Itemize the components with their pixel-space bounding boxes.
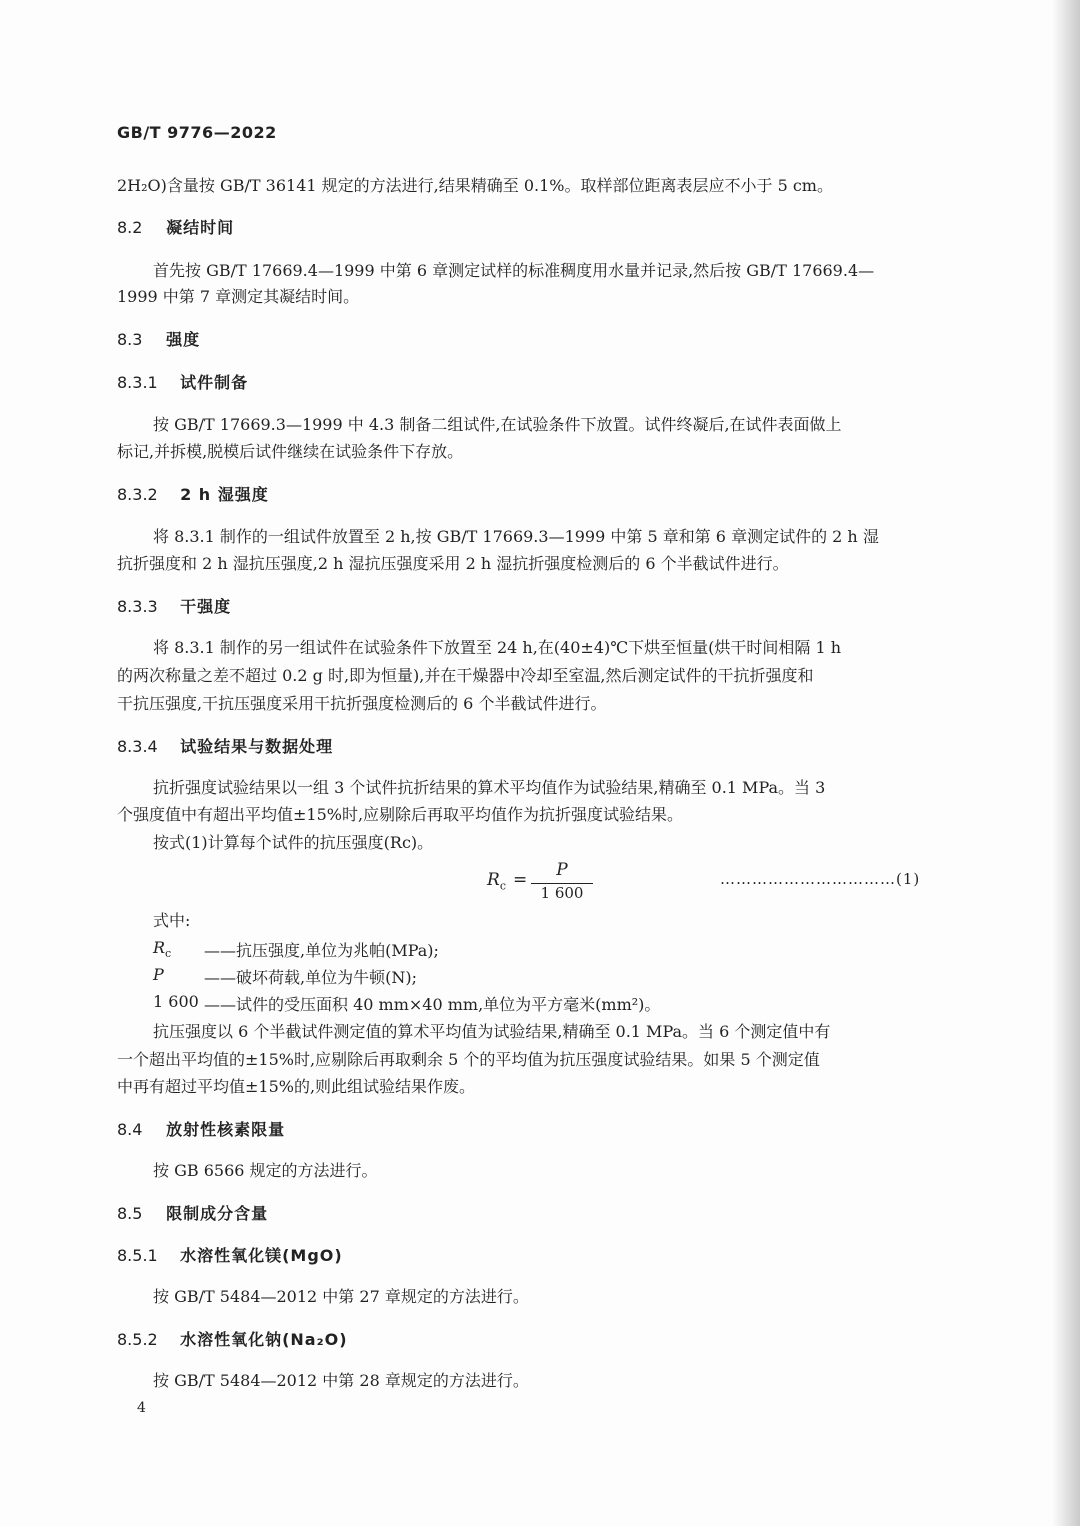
paragraph-line: 2H₂O)含量按 GB/T 36141 规定的方法进行,结果精确至 0.1%。取样部位距离表层应不小于 5 cm。 — [117, 176, 833, 195]
section-title: 试件制备 — [180, 373, 249, 392]
section-number: 8.3.3 — [117, 597, 158, 616]
formula-lhs-subscript: c — [499, 879, 506, 893]
section-heading-8-5-2 — [117, 1327, 348, 1350]
definition-text: ——破坏荷载,单位为牛顿(N); — [204, 968, 417, 987]
section-title: 2 h 湿强度 — [180, 485, 269, 504]
definition-symbol: 1 600 — [153, 992, 199, 1011]
paragraph-line: 按 GB/T 5484—2012 中第 27 章规定的方法进行。 — [153, 1287, 529, 1306]
paragraph-line: 按 GB 6566 规定的方法进行。 — [153, 1161, 378, 1180]
formula-1 — [487, 860, 607, 910]
paragraph-line: 抗折强度试验结果以一组 3 个试件抗折结果的算术平均值作为试验结果,精确至 0.1 MPa。当 3 — [153, 778, 826, 797]
section-heading-8-3 — [117, 327, 200, 350]
page-edge-shadow — [1052, 0, 1080, 1526]
section-heading-8-3-1 — [117, 370, 248, 393]
section-heading-8-2 — [117, 215, 234, 238]
paragraph-line: 干抗压强度,干抗压强度采用干抗折强度检测后的 6 个半截试件进行。 — [117, 694, 607, 713]
section-number: 8.5.2 — [117, 1330, 158, 1349]
paragraph-line: 1999 中第 7 章测定其凝结时间。 — [117, 287, 360, 306]
formula-lhs-symbol: R — [487, 870, 500, 890]
paragraph-line: 抗压强度以 6 个半截试件测定值的算术平均值为试验结果,精确至 0.1 MPa。当 6 个测定值中有 — [153, 1022, 831, 1041]
paragraph-line: 按式(1)计算每个试件的抗压强度(Rc)。 — [153, 833, 434, 852]
equation-number: ……………………………(1) — [720, 870, 921, 888]
section-title: 限制成分含量 — [166, 1204, 269, 1223]
where-label: 式中: — [153, 911, 191, 930]
paragraph-line: 抗折强度和 2 h 湿抗压强度,2 h 湿抗压强度采用 2 h 湿抗折强度检测后的 6 个半截试件进行。 — [117, 554, 789, 573]
paragraph-line: 将 8.3.1 制作的另一组试件在试验条件下放置至 24 h,在(40±4)℃下烘至恒量(烘干时间相隔 1 h — [153, 638, 842, 657]
formula-numerator: P — [556, 860, 568, 880]
section-title: 强度 — [166, 330, 201, 349]
definition-symbol-subscript: c — [165, 947, 172, 961]
section-heading-8-3-2 — [117, 482, 269, 505]
paragraph-line: 标记,并拆模,脱模后试件继续在试验条件下存放。 — [117, 442, 464, 461]
section-heading-8-4 — [117, 1117, 285, 1140]
section-title: 干强度 — [180, 597, 232, 616]
definition-symbol: P — [153, 965, 164, 984]
section-number: 8.3.1 — [117, 373, 158, 392]
paragraph-line: 按 GB/T 5484—2012 中第 28 章规定的方法进行。 — [153, 1371, 529, 1390]
formula-lhs — [487, 870, 506, 892]
section-title: 试验结果与数据处理 — [180, 737, 334, 756]
paragraph-line: 的两次称量之差不超过 0.2 g 时,即为恒量),并在干燥器中冷却至室温,然后测定试件的干抗折强度和 — [117, 666, 814, 685]
section-number: 8.5 — [117, 1204, 143, 1223]
definition-text: ——试件的受压面积 40 mm×40 mm,单位为平方毫米(mm²)。 — [204, 995, 661, 1014]
definition-text: ——抗压强度,单位为兆帕(MPa); — [204, 941, 439, 960]
paragraph-line: 一个超出平均值的±15%时,应剔除后再取剩余 5 个的平均值为抗压强度试验结果。如果 5 个测定值 — [117, 1050, 820, 1069]
section-title: 水溶性氧化钠(Na₂O) — [180, 1330, 348, 1349]
section-title: 放射性核素限量 — [166, 1120, 286, 1139]
standard-code: GB/T 9776—2022 — [117, 123, 277, 142]
section-number: 8.2 — [117, 218, 143, 237]
section-title: 凝结时间 — [166, 218, 235, 237]
formula-denominator: 1 600 — [540, 884, 584, 902]
paragraph-line: 将 8.3.1 制作的一组试件放置至 2 h,按 GB/T 17669.3—1999 中第 5 章和第 6 章测定试件的 2 h 湿 — [153, 527, 879, 546]
section-heading-8-3-3 — [117, 594, 231, 617]
page-number: 4 — [137, 1400, 146, 1416]
definition-symbol-text: R — [153, 938, 166, 957]
section-number: 8.3 — [117, 330, 143, 349]
paragraph-line: 按 GB/T 17669.3—1999 中 4.3 制备二组试件,在试验条件下放置。试件终凝后,在试件表面做上 — [153, 415, 842, 434]
section-title: 水溶性氧化镁(MgO) — [180, 1246, 343, 1265]
section-number: 8.3.4 — [117, 737, 158, 756]
formula-equals: = — [513, 870, 528, 890]
paragraph-line: 个强度值中有超出平均值±15%时,应剔除后再取平均值作为抗折强度试验结果。 — [117, 805, 684, 824]
paragraph-line: 中再有超过平均值±15%的,则此组试验结果作废。 — [117, 1077, 476, 1096]
definition-symbol — [153, 938, 171, 960]
paragraph-line: 首先按 GB/T 17669.4—1999 中第 6 章测定试样的标准稠度用水量并记录,然后按 GB/T 17669.4— — [153, 261, 875, 280]
section-heading-8-3-4 — [117, 734, 333, 757]
section-number: 8.3.2 — [117, 485, 158, 504]
section-heading-8-5 — [117, 1201, 268, 1224]
section-heading-8-5-1 — [117, 1243, 343, 1266]
section-number: 8.5.1 — [117, 1246, 158, 1265]
section-number: 8.4 — [117, 1120, 143, 1139]
